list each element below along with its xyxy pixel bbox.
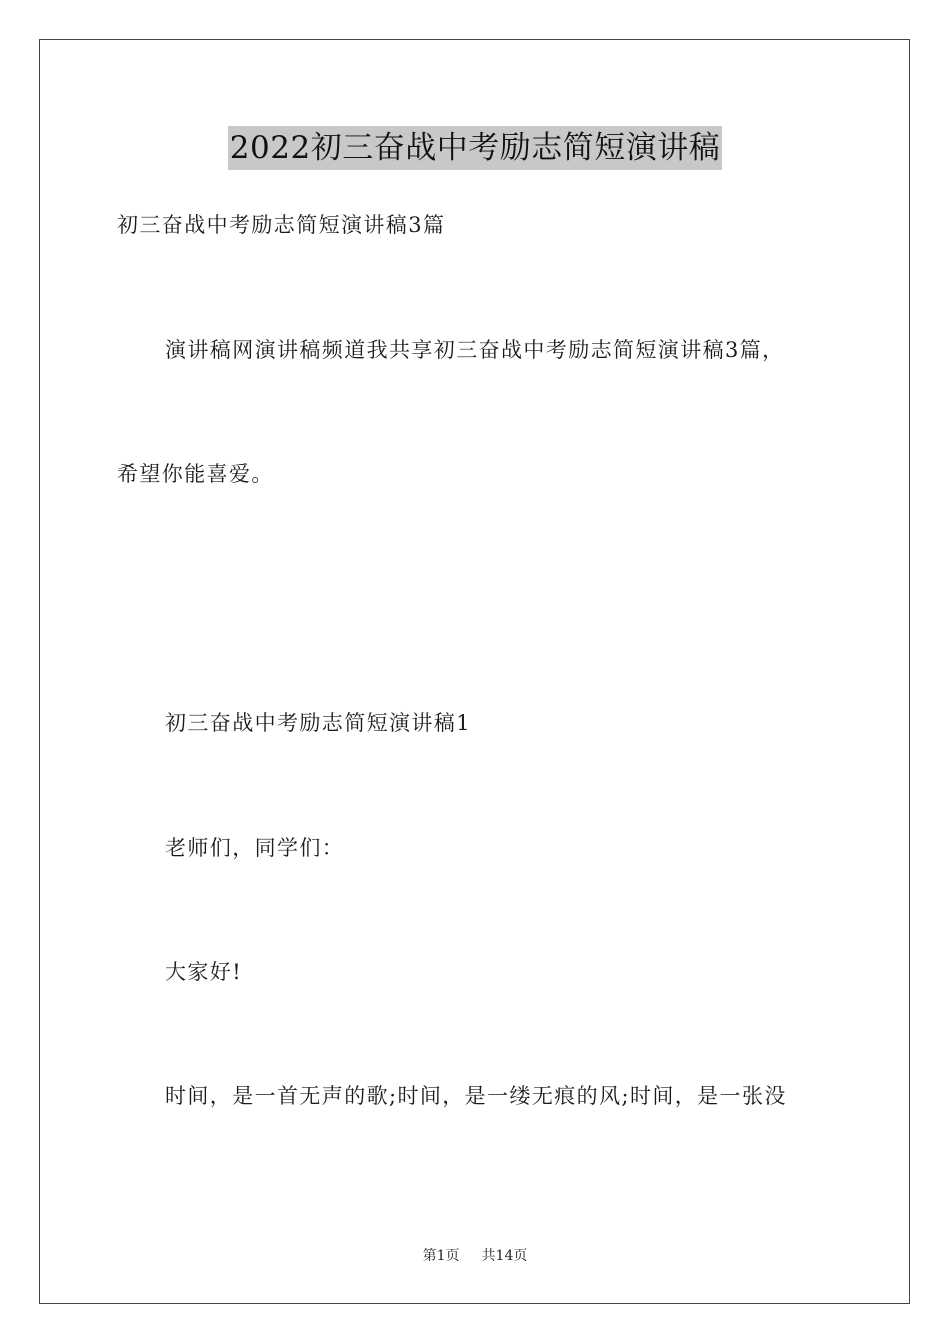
body-line: 时间，是一首无声的歌;时间，是一缕无痕的风;时间，是一张没 [165, 1084, 787, 1108]
title-container [0, 126, 950, 170]
intro-line-1: 演讲稿网演讲稿频道我共享初三奋战中考励志简短演讲稿3篇， [165, 338, 785, 362]
document-title: 2022初三奋战中考励志简短演讲稿 [228, 126, 722, 170]
intro-line-2: 希望你能喜爱。 [117, 462, 274, 486]
greeting-line: 老师们，同学们： [165, 836, 345, 860]
hello-line: 大家好! [165, 960, 243, 984]
page-number: 第1页 [422, 1248, 460, 1264]
subtitle-line: 初三奋战中考励志简短演讲稿3篇 [117, 213, 446, 237]
page-footer [0, 1246, 950, 1266]
page-total: 共14页 [481, 1248, 528, 1264]
section-heading: 初三奋战中考励志简短演讲稿1 [165, 711, 471, 735]
